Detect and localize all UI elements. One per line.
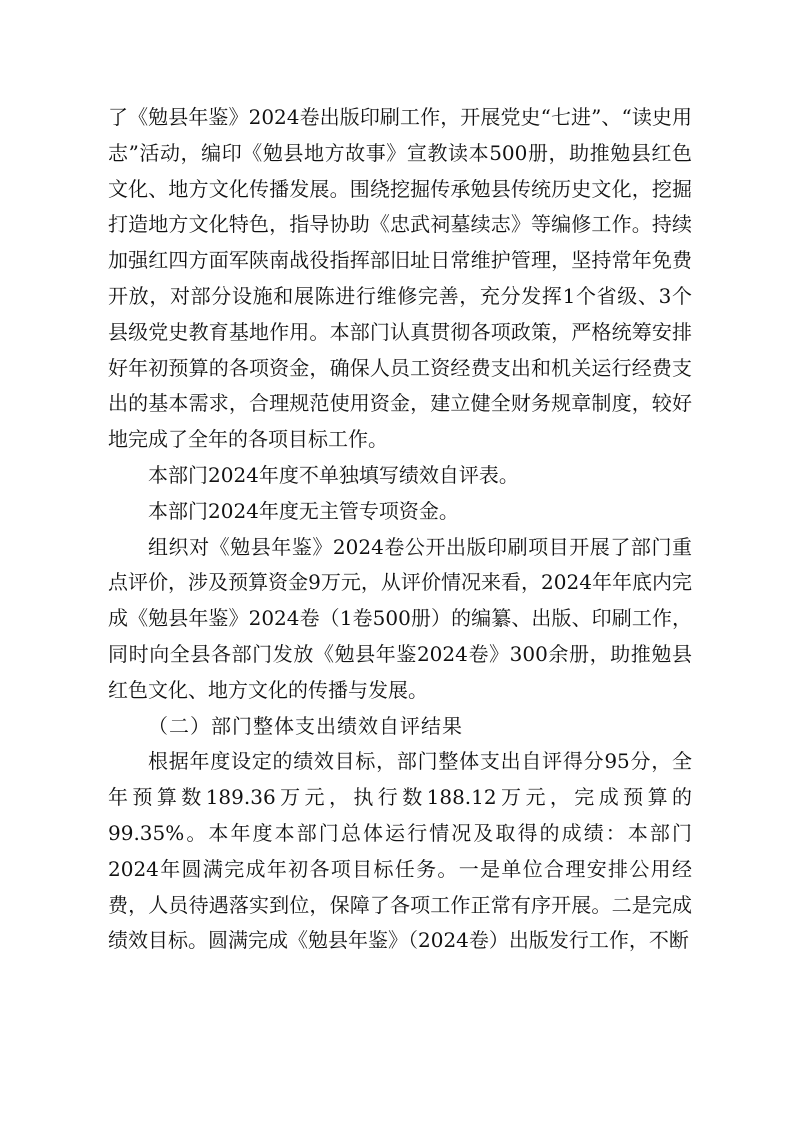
- paragraph-self-evaluation-form: 本部门2024年度不单独填写绩效自评表。: [148, 462, 519, 487]
- paragraph-continuation: 了《勉县年鉴》2024卷出版印刷工作，开展党史“七进”、“读史用志”活动，编印《勉县地方故事》宣教读本500册，助推勉县红色文化、地方文化传播发展。围绕挖掘传承勉县传统历史文化，挖掘打造地方文化特色，指导协助《忠武祠墓续志》等编修工作。持续加强红四方面军陕南战役指挥部旧址日常维护管理，坚持常年免费开放，对部分设施和展陈进行维修完善，充分发挥1个省级、3个县级党史教育基地作用。本部门认真贯彻各项政策，严格统筹安排好年初预算的各项资金，确保人员工资经费支出和机关运行经费支出的基本需求，合理规范使用资金，建立健全财务规章制度，较好地完成了全年的各项目标工作。: [108, 105, 692, 452]
- paragraph-special-funds: 本部门2024年度无主管专项资金。: [148, 498, 459, 523]
- section-heading: （二）部门整体支出绩效自评结果: [148, 713, 463, 738]
- document-page: [108, 100, 692, 959]
- paragraph-key-evaluation: 组织对《勉县年鉴》2024卷公开出版印刷项目开展了部门重点评价，涉及预算资金9万元，从评价情况来看，2024年年底内完成《勉县年鉴》2024卷（1卷500册）的编纂、出版、印刷工作，同时向全县各部门发放《勉县年鉴2024卷》300余册，助推勉县红色文化、地方文化的传播与发展。: [108, 534, 692, 702]
- paragraph-overall-results: 根据年度设定的绩效目标，部门整体支出自评得分95分，全年预算数189.36万元，执行数188.12万元，完成预算的99.35%。本年度本部门总体运行情况及取得的成绩：本部门2024年圆满完成年初各项目标任务。一是单位合理安排公用经费，人员待遇落实到位，保障了各项工作正常有序开展。二是完成绩效目标。圆满完成《勉县年鉴》（2024卷）出版发行工作，不断: [108, 749, 692, 953]
